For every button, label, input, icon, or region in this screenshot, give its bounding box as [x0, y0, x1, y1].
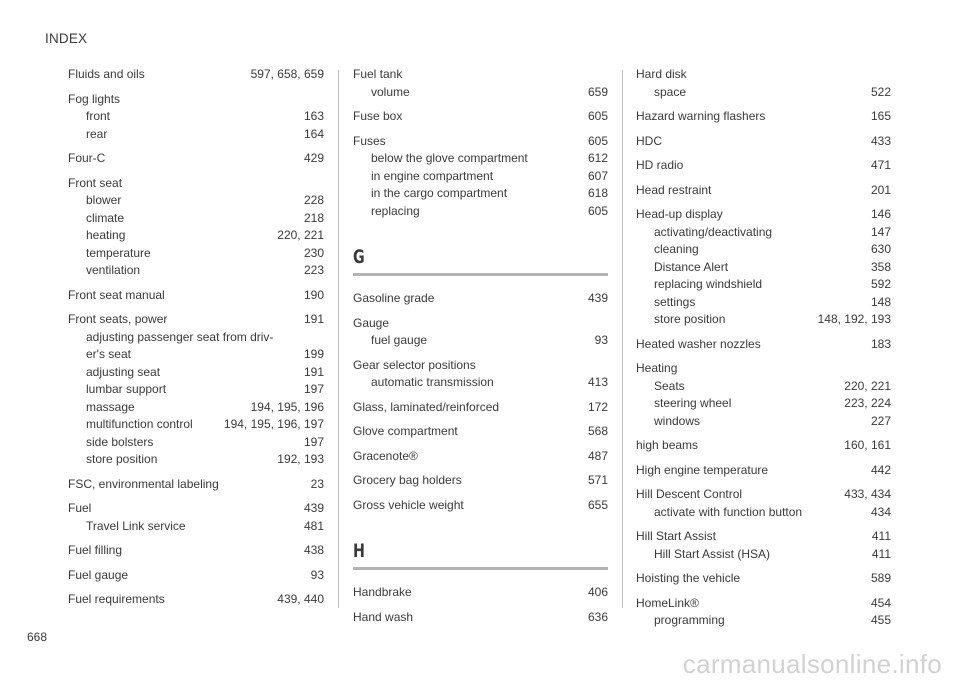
subentry-term: below the glove compartment	[371, 151, 528, 165]
entry-term: Front seat	[68, 175, 123, 190]
entry-pages[interactable]: 146	[870, 207, 891, 221]
entry-term: FSC, environmental labeling	[68, 476, 219, 491]
section-rule	[353, 567, 608, 570]
subentry-pages[interactable]: 220, 221	[844, 378, 891, 393]
subentry-pages[interactable]: 618	[587, 186, 608, 200]
subentry-pages[interactable]: 93	[594, 333, 608, 347]
subentry-term: massage	[86, 399, 135, 414]
index-entry-row	[636, 108, 891, 126]
entry-term: Head-up display	[636, 207, 723, 221]
index-entry-row	[353, 399, 608, 417]
entry-term: Handbrake	[353, 585, 412, 599]
entry-pages[interactable]: 433, 434	[844, 487, 891, 501]
subentry-pages[interactable]: 191	[303, 364, 324, 379]
subentry-pages[interactable]: 592	[870, 277, 891, 291]
index-entry-row	[353, 357, 608, 375]
entry-pages[interactable]: 597, 658, 659	[250, 67, 324, 81]
section-heading	[353, 540, 608, 570]
subentry-term: adjusting seat	[86, 364, 161, 379]
entry-term: Glove compartment	[353, 424, 458, 438]
entry-pages[interactable]: 411	[871, 529, 891, 543]
subentry-pages[interactable]: 223	[303, 263, 324, 277]
entry-pages[interactable]: 191	[303, 312, 324, 326]
entry-pages[interactable]: 454	[870, 595, 891, 610]
index-subentry-row	[68, 364, 324, 382]
index-subentry-row	[353, 168, 608, 186]
subentry-term: multifunction control	[86, 417, 193, 431]
index-subentry-row	[68, 416, 324, 434]
index-entry-row	[353, 448, 608, 466]
entry-term: Hoisting the vehicle	[636, 571, 741, 585]
index-subentry-row	[68, 346, 324, 364]
index-subentry-row	[68, 434, 324, 452]
index-subentry-row	[68, 399, 324, 417]
index-entry-row	[636, 182, 891, 200]
index-subentry-row	[68, 227, 324, 245]
index-entry-row	[636, 486, 891, 504]
index-entry	[353, 315, 608, 350]
index-entry	[636, 595, 891, 630]
index-entry	[68, 91, 324, 144]
index-entry	[636, 486, 891, 521]
subentry-pages[interactable]: 223, 224	[844, 396, 891, 410]
subentry-term: in engine compartment	[371, 168, 494, 183]
index-entry	[353, 448, 608, 466]
subentry-pages[interactable]: 605	[587, 203, 608, 218]
entry-term: Grocery bag holders	[353, 473, 462, 487]
entry-pages[interactable]: 190	[303, 287, 324, 302]
index-entry-row	[68, 175, 324, 193]
subentry-term: front	[86, 109, 111, 123]
entry-term: Fog lights	[68, 91, 121, 106]
index-subentry-row	[68, 262, 324, 280]
index-entry-row	[636, 206, 891, 224]
subentry-pages[interactable]: 192, 193	[277, 452, 324, 466]
page-header-title: INDEX	[45, 31, 88, 46]
index-entry-row	[68, 591, 324, 609]
index-entry-row	[68, 500, 324, 518]
subentry-term: Travel Link service	[86, 518, 186, 533]
entry-term: Gracenote®	[353, 448, 418, 463]
index-subentry-row	[68, 210, 324, 228]
subentry-pages[interactable]: 220, 221	[277, 228, 324, 242]
index-entry	[353, 399, 608, 417]
subentry-pages[interactable]: 228	[303, 193, 324, 207]
index-entry	[636, 182, 891, 200]
index-entry-row	[68, 311, 324, 329]
subentry-pages[interactable]: 227	[870, 413, 891, 428]
index-entry-row	[353, 472, 608, 490]
entry-term: Front seats, power	[68, 312, 168, 326]
entry-term: Fuel filling	[68, 543, 123, 557]
subentry-term: er's seat	[86, 347, 131, 361]
entry-pages[interactable]: 433	[870, 133, 891, 148]
index-entry-row	[636, 360, 891, 378]
entry-term: HD radio	[636, 158, 684, 172]
entry-term: Gasoline grade	[353, 291, 435, 305]
subentry-term: Distance Alert	[654, 259, 729, 274]
entry-term: Hill Start Assist	[636, 529, 717, 543]
subentry-term: fuel gauge	[371, 333, 428, 347]
entry-pages[interactable]: 605	[587, 109, 608, 123]
subentry-term: steering wheel	[654, 396, 732, 410]
index-subentry-row	[68, 381, 324, 399]
entry-pages[interactable]: 165	[870, 109, 891, 123]
entry-term: Fuses	[353, 133, 386, 148]
entry-pages[interactable]: 636	[587, 609, 608, 624]
index-entry-row	[353, 315, 608, 333]
subentry-pages[interactable]: 218	[303, 210, 324, 225]
index-entry	[636, 66, 891, 101]
entry-term: Hill Descent Control	[636, 487, 743, 501]
index-subentry-row	[353, 185, 608, 203]
index-entry	[636, 108, 891, 126]
index-subentry-row	[353, 332, 608, 350]
page-number: 668	[27, 630, 48, 644]
index-subentry-row	[636, 224, 891, 242]
index-entry	[636, 336, 891, 354]
subentry-term: settings	[654, 294, 696, 309]
subentry-term: space	[654, 84, 687, 99]
entry-term: Four-C	[68, 151, 106, 165]
index-entry	[353, 609, 608, 627]
index-subentry-row	[636, 395, 891, 413]
index-entry-row	[68, 476, 324, 494]
entry-term: Fuse box	[353, 109, 403, 123]
index-entry-row	[68, 287, 324, 305]
entry-term: Heated washer nozzles	[636, 336, 761, 351]
subentry-pages[interactable]: 164	[303, 126, 324, 141]
subentry-term: cleaning	[654, 242, 699, 256]
entry-term: Gauge	[353, 315, 390, 330]
index-entry	[353, 423, 608, 441]
index-entry-row	[353, 290, 608, 308]
entry-term: Gear selector positions	[353, 357, 476, 372]
entry-pages[interactable]: 201	[870, 182, 891, 197]
index-subentry-row	[636, 612, 891, 630]
index-subentry-row	[68, 108, 324, 126]
subentry-term: Seats	[654, 378, 685, 393]
entry-term: Glass, laminated/reinforced	[353, 399, 500, 414]
subentry-pages[interactable]: 411	[871, 546, 891, 561]
index-subentry-row	[68, 192, 324, 210]
index-subentry-row	[636, 259, 891, 277]
entry-pages[interactable]: 439	[587, 291, 608, 305]
entry-term: Fluids and oils	[68, 67, 145, 81]
index-entry-row	[636, 595, 891, 613]
index-entry	[68, 542, 324, 560]
subentry-term: blower	[86, 193, 122, 207]
index-subentry-row	[636, 241, 891, 259]
index-entry-row	[68, 567, 324, 585]
index-entry	[68, 287, 324, 305]
index-subentry-row	[636, 276, 891, 294]
index-entry-row	[68, 91, 324, 109]
index-entry	[636, 570, 891, 588]
entry-term: Heating	[636, 361, 678, 375]
index-entry-row	[353, 108, 608, 126]
index-entry-row	[636, 528, 891, 546]
subentry-pages[interactable]: 148	[870, 294, 891, 309]
index-entry	[353, 497, 608, 515]
index-entry-row	[353, 584, 608, 602]
entry-pages[interactable]: 93	[310, 567, 324, 582]
subentry-pages[interactable]: 147	[870, 224, 891, 239]
index-entry	[353, 357, 608, 392]
entry-term: Fuel requirements	[68, 592, 165, 606]
entry-pages[interactable]: 571	[587, 473, 608, 487]
subentry-term: rear	[86, 126, 108, 141]
index-subentry-row	[68, 245, 324, 263]
index-subentry-row	[636, 413, 891, 431]
subentry-term: side bolsters	[86, 434, 154, 449]
section-letter: H	[353, 540, 365, 562]
entry-pages[interactable]: 487	[587, 448, 608, 463]
subentry-term: in the cargo compartment	[371, 186, 508, 200]
index-entry	[636, 462, 891, 480]
entry-pages[interactable]: 438	[303, 543, 324, 557]
index-entry	[68, 500, 324, 535]
entry-term: Fuel	[68, 501, 92, 515]
subentry-pages[interactable]: 455	[870, 613, 891, 627]
section-heading	[353, 246, 608, 276]
entry-term: Fuel tank	[353, 67, 403, 81]
index-column-2	[353, 66, 608, 633]
subentry-pages[interactable]: 199	[303, 347, 324, 361]
subentry-term: store position	[654, 312, 726, 326]
index-entry-row	[636, 336, 891, 354]
entry-term: Hazard warning flashers	[636, 109, 766, 123]
entry-term: Hand wash	[353, 609, 414, 624]
index-entry	[353, 133, 608, 221]
entry-pages[interactable]: 439, 440	[277, 592, 324, 606]
index-entry	[68, 150, 324, 168]
section-letter: G	[353, 246, 365, 268]
subentry-term: activate with function button	[654, 504, 803, 519]
subentry-term: programming	[654, 613, 725, 627]
subentry-pages[interactable]: 163	[303, 109, 324, 123]
subentry-pages[interactable]: 522	[870, 84, 891, 99]
subentry-term: climate	[86, 210, 125, 225]
index-column-1	[68, 66, 324, 616]
index-subentry-row	[636, 311, 891, 329]
subentry-pages[interactable]: 197	[303, 434, 324, 449]
index-entry-row	[636, 570, 891, 588]
index-subentry-row	[68, 126, 324, 144]
index-entry-row	[353, 497, 608, 515]
subentry-term: windows	[654, 413, 701, 428]
index-entry-row	[68, 66, 324, 84]
index-entry	[68, 175, 324, 280]
subentry-pages[interactable]: 194, 195, 196	[250, 399, 324, 414]
entry-term: Gross vehicle weight	[353, 497, 464, 512]
index-entry-row	[353, 423, 608, 441]
index-entry	[636, 157, 891, 175]
entry-pages[interactable]: 655	[587, 497, 608, 512]
entry-pages[interactable]: 568	[587, 424, 608, 438]
index-column-3	[636, 66, 891, 637]
entry-pages[interactable]: 23	[310, 476, 324, 491]
index-entry	[636, 437, 891, 455]
subentry-term: replacing	[371, 203, 420, 218]
index-subentry-row	[636, 504, 891, 522]
column-divider	[622, 70, 623, 608]
index-entry	[68, 66, 324, 84]
index-entry	[636, 528, 891, 563]
index-subentry-row	[68, 329, 324, 347]
subentry-pages[interactable]: 197	[303, 382, 324, 396]
entry-term: HomeLink®	[636, 595, 699, 610]
subentry-term: replacing windshield	[654, 277, 763, 291]
entry-pages[interactable]: 605	[587, 133, 608, 148]
index-entry-row	[68, 542, 324, 560]
index-entry	[68, 476, 324, 494]
index-subentry-row	[68, 518, 324, 536]
subentry-pages[interactable]: 630	[870, 242, 891, 256]
subentry-term: activating/deactivating	[654, 224, 773, 239]
subentry-pages[interactable]: 612	[587, 151, 608, 165]
index-entry	[636, 360, 891, 430]
subentry-term: heating	[86, 228, 126, 242]
index-entry	[68, 567, 324, 585]
index-subentry-row	[353, 150, 608, 168]
watermark: carmanualsonline.info	[682, 649, 942, 679]
index-entry-row	[636, 157, 891, 175]
index-entry-row	[353, 66, 608, 84]
subentry-pages[interactable]: 659	[587, 84, 608, 99]
entry-term: Fuel gauge	[68, 567, 129, 582]
index-entry-row	[353, 133, 608, 151]
index-entry-row	[636, 66, 891, 84]
entry-pages[interactable]: 183	[870, 336, 891, 351]
index-entry	[636, 133, 891, 151]
entry-pages[interactable]: 160, 161	[844, 438, 891, 452]
index-entry-row	[636, 133, 891, 151]
subentry-term: adjusting passenger seat from driv-	[86, 329, 274, 344]
entry-term: high beams	[636, 438, 699, 452]
index-subentry-row	[353, 84, 608, 102]
subentry-term: store position	[86, 452, 158, 466]
subentry-pages[interactable]: 358	[870, 259, 891, 274]
index-entry	[353, 290, 608, 308]
subentry-pages[interactable]: 413	[587, 375, 608, 389]
subentry-term: temperature	[86, 245, 151, 260]
entry-term: HDC	[636, 133, 662, 148]
index-entry	[353, 472, 608, 490]
index-entry-row	[636, 437, 891, 455]
index-entry-row	[636, 462, 891, 480]
subentry-term: automatic transmission	[371, 375, 494, 389]
subentry-pages[interactable]: 194, 195, 196, 197	[223, 417, 324, 431]
entry-term: Hard disk	[636, 67, 687, 81]
index-entry	[353, 108, 608, 126]
subentry-pages[interactable]: 607	[587, 168, 608, 183]
subentry-pages[interactable]: 230	[303, 245, 324, 260]
entry-term: Head restraint	[636, 182, 712, 197]
subentry-term: lumbar support	[86, 382, 167, 396]
subentry-term: volume	[371, 84, 410, 99]
index-entry-row	[68, 150, 324, 168]
index-entry-row	[353, 609, 608, 627]
subentry-pages[interactable]: 148, 192, 193	[817, 312, 891, 326]
index-entry	[68, 311, 324, 469]
index-entry	[636, 206, 891, 329]
section-rule	[353, 273, 608, 276]
index-subentry-row	[68, 451, 324, 469]
index-entry	[353, 66, 608, 101]
entry-pages[interactable]: 471	[870, 158, 891, 172]
index-entry	[68, 591, 324, 609]
entry-term: High engine temperature	[636, 462, 769, 477]
entry-pages[interactable]: 172	[587, 399, 608, 414]
subentry-pages[interactable]: 434	[870, 504, 891, 519]
index-subentry-row	[353, 374, 608, 392]
column-divider	[338, 70, 339, 608]
entry-pages[interactable]: 406	[587, 585, 608, 599]
subentry-pages[interactable]: 481	[303, 518, 324, 533]
index-subentry-row	[636, 546, 891, 564]
index-subentry-row	[636, 84, 891, 102]
entry-term: Front seat manual	[68, 287, 165, 302]
index-subentry-row	[636, 294, 891, 312]
index-subentry-row	[636, 378, 891, 396]
subentry-term: ventilation	[86, 263, 141, 277]
index-subentry-row	[353, 203, 608, 221]
entry-pages[interactable]: 442	[870, 462, 891, 477]
entry-pages[interactable]: 429	[303, 151, 324, 165]
subentry-term: Hill Start Assist (HSA)	[654, 546, 771, 561]
entry-pages[interactable]: 589	[870, 571, 891, 585]
entry-pages[interactable]: 439	[303, 501, 324, 515]
index-entry	[353, 584, 608, 602]
